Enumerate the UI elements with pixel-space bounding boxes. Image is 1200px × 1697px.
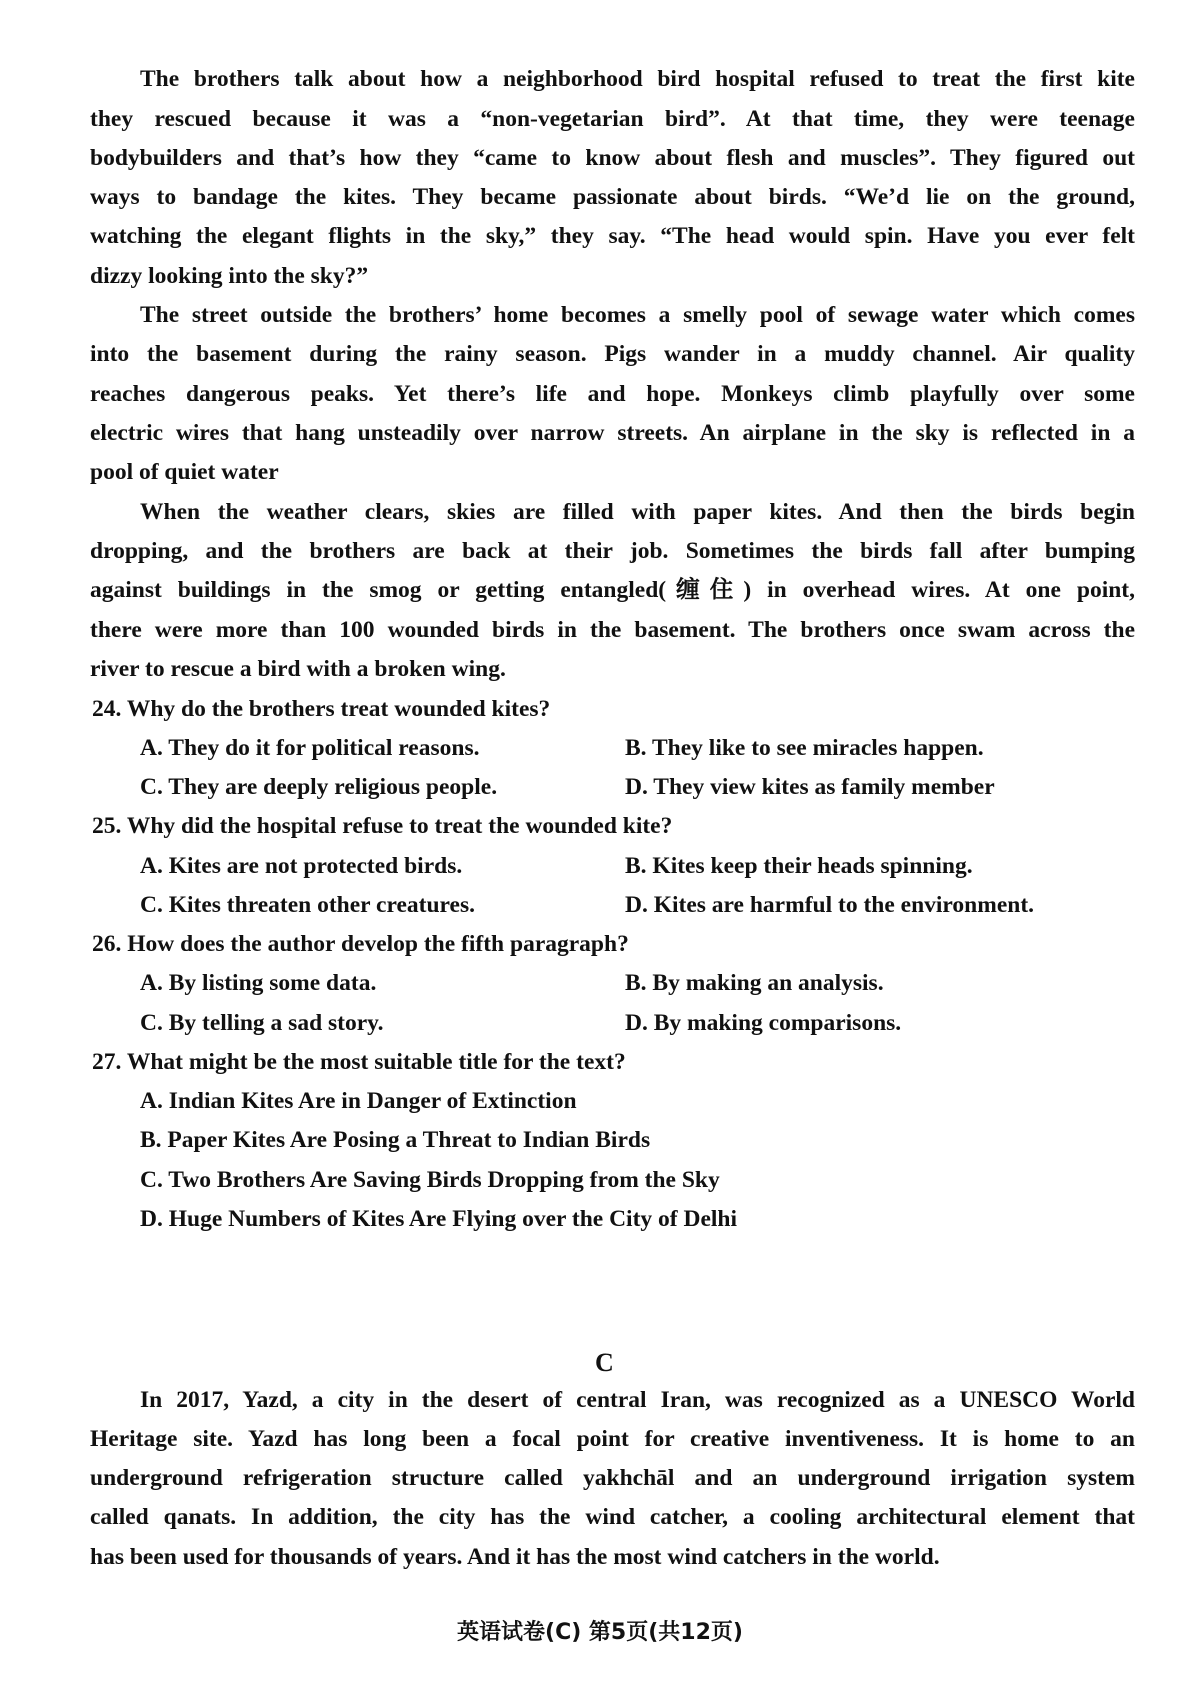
question-number: 24. [92,696,122,722]
question-26-option-d[interactable]: D. By making comparisons. [625,1010,902,1036]
section-c-line-1: In 2017, Yazd, a city in the desert of central Iran, was recognized as a UNESCO World [140,1387,1135,1413]
paragraph-1-line-3: bodybuilders and that’s how they “came to know about flesh and muscles”. They figured out [90,145,1135,171]
question-27-option-a[interactable]: A. Indian Kites Are in Danger of Extinction [140,1088,577,1114]
paragraph-3-line-5: river to rescue a bird with a broken wing. [90,656,506,682]
question-stem: How does the author develop the fifth paragraph? [127,931,629,957]
paragraph-3-line-4: there were more than 100 wounded birds in the basement. The brothers once swam across the [90,617,1135,643]
question-27-option-d[interactable]: D. Huge Numbers of Kites Are Flying over the City of Delhi [140,1206,738,1232]
section-c-line-2: Heritage site. Yazd has long been a focal point for creative inventiveness. It is home to an [90,1426,1135,1452]
question-24-option-b[interactable]: B. They like to see miracles happen. [625,735,984,761]
question-26-option-a[interactable]: A. By listing some data. [140,970,377,996]
question-25 [92,811,672,841]
paragraph-2-line-1: The street outside the brothers’ home becomes a smelly pool of sewage water which comes [140,302,1135,328]
question-number: 26. [92,931,122,957]
section-c-line-4: called qanats. In addition, the city has the wind catcher, a cooling architectural element that [90,1504,1135,1530]
paragraph-2-line-2: into the basement during the rainy season. Pigs wander in a muddy channel. Air quality [90,341,1135,367]
paragraph-3-line-1: When the weather clears, skies are filled with paper kites. And then the birds begin [140,499,1135,525]
paragraph-2-line-4: electric wires that hang unsteadily over narrow streets. An airplane in the sky is reflected in a [90,420,1135,446]
paragraph-3-line-2: dropping, and the brothers are back at their job. Sometimes the birds fall after bumping [90,538,1135,564]
paragraph-1-line-4: ways to bandage the kites. They became passionate about birds. “We’d lie on the ground, [90,184,1135,210]
paragraph-3-line-3: against buildings in the smog or getting entangled(缠住) in overhead wires. At one point, [90,577,1135,603]
question-26-option-c[interactable]: C. By telling a sad story. [140,1010,384,1036]
section-c-line-3: underground refrigeration structure called yakhchāl and an underground irrigation system [90,1465,1135,1491]
section-c-line-5: has been used for thousands of years. And it has the most wind catchers in the world. [90,1544,940,1570]
question-stem: What might be the most suitable title for the text? [126,1049,626,1075]
question-24-option-d[interactable]: D. They view kites as family member [625,774,995,800]
paragraph-2-line-5: pool of quiet water [90,459,279,485]
paragraph-1-line-1: The brothers talk about how a neighborhood bird hospital refused to treat the first kite [140,66,1135,92]
question-number: 27. [92,1049,122,1075]
page-footer: 英语试卷(C) 第5页(共12页) [457,1620,743,1645]
question-27-option-b[interactable]: B. Paper Kites Are Posing a Threat to Indian Birds [140,1127,651,1153]
question-24 [92,694,550,724]
question-27 [92,1047,626,1077]
question-26 [92,929,629,959]
paragraph-2-line-3: reaches dangerous peaks. Yet there’s life and hope. Monkeys climb playfully over some [90,381,1135,407]
question-25-option-a[interactable]: A. Kites are not protected birds. [140,853,463,879]
question-24-option-a[interactable]: A. They do it for political reasons. [140,735,480,761]
question-25-option-c[interactable]: C. Kites threaten other creatures. [140,892,476,918]
question-24-option-c[interactable]: C. They are deeply religious people. [140,774,498,800]
question-25-option-b[interactable]: B. Kites keep their heads spinning. [625,853,973,879]
section-c-heading: C [595,1348,614,1377]
paragraph-1-line-5: watching the elegant flights in the sky,” they say. “The head would spin. Have you ever felt [90,223,1135,249]
paragraph-1-line-2: they rescued because it was a “non-vegetarian bird”. At that time, they were teenage [90,106,1135,132]
question-stem: Why do the brothers treat wounded kites? [126,696,551,722]
question-number: 25. [92,813,122,839]
question-25-option-d[interactable]: D. Kites are harmful to the environment. [625,892,1035,918]
question-26-option-b[interactable]: B. By making an analysis. [625,970,884,996]
question-27-option-c[interactable]: C. Two Brothers Are Saving Birds Dropping from the Sky [140,1167,720,1193]
paragraph-1-line-6: dizzy looking into the sky?” [90,263,369,289]
question-stem: Why did the hospital refuse to treat the wounded kite? [126,813,673,839]
